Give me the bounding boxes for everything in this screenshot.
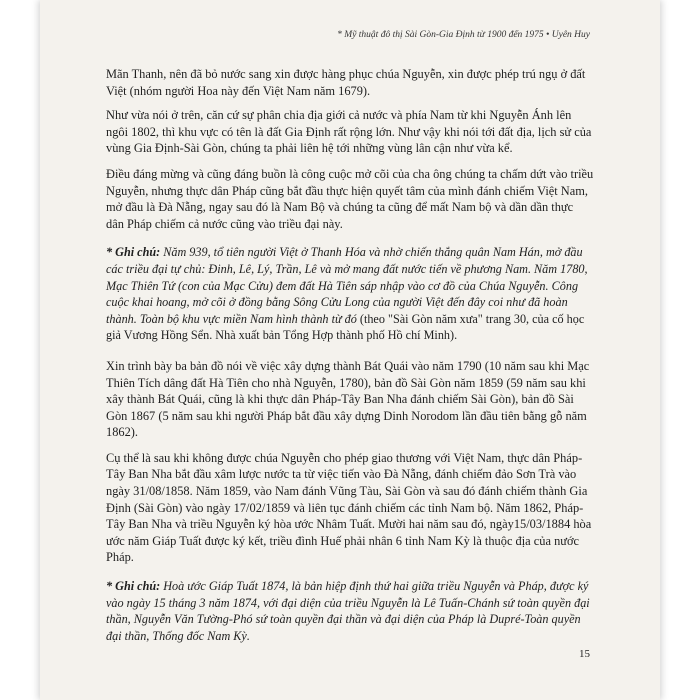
- footnote-2: [106, 578, 594, 644]
- footnote-label: * Ghi chú:: [106, 245, 161, 260]
- page-number: 15: [579, 648, 590, 660]
- footnote-italic-text: Năm 939, tổ tiên người Việt ở Thanh Hóa và nhờ chiến thắng quân Nam Hán, mở đầu các triều đại tự chủ: Đinh, Lê, Lý, Trần, Lê và mở mang đất nước tiến về phương Nam. Năm 1780, Mạc Thiên Tứ (con của Mạc Cửu) đem đất Hà Tiên sáp nhập vào cơ đồ của Chúa Nguyễn. Công cuộc khai hoang, mở cõi ở đồng bằng Sông Cửu Long của người Việt đến đây coi như đã hoàn thành. Toàn bộ khu vực miền Nam hình thành từ đó: [106, 245, 588, 326]
- footnote-source: (theo "Sài Gòn năm xưa" trang 30, của cố học giả Vương Hồng Sển. Nhà xuất bản Tổng Hợp thành phố Hồ chí Minh).: [106, 311, 585, 343]
- paragraph-2: Như vừa nói ở trên, căn cứ sự phân chia địa giới cả nước và phía Nam từ khi Nguyễn Ánh lên ngôi 1802, thì khu vực có tên là đất Gia Định rất rộng lớn. Như vậy khi nói tới đất địa, lịch sử của vùng Gia Định-Sài Gòn, chúng ta phải liên hệ tới những vùng lân cận như vừa kể.: [106, 108, 592, 156]
- paragraph-5: Cụ thể là sau khi không được chúa Nguyễn cho phép giao thương với Việt Nam, thực dân Pháp-Tây Ban Nha bắt đầu xâm lược nước ta từ việc tiến vào Đà Nẵng, đánh chiếm đảo Sơn Trà vào ngày 31/08/1858. Năm 1859, vào Nam đánh Vũng Tàu, Sài Gòn và sau đó đánh chiếm thành Gia Định (Sài Gòn) vào ngày 17/02/1859 và liên tục đánh chiếm các tỉnh Nam bộ. Năm 1862, Pháp-Tây Ban Nha và triều Nguyễn ký hòa ước Nhâm Tuất. Mười hai năm sau đó, ngày15/03/1884 hòa ước năm Giáp Tuất được ký kết, triều đình Huế phải nhân 6 tỉnh Nam Kỳ là thuộc địa của nước Pháp.: [106, 450, 592, 565]
- paragraph-1: Mãn Thanh, nên đã bỏ nước sang xin được hàng phục chúa Nguyễn, xin được phép trú ngụ ở đất Việt (nhóm người Hoa này đến Việt Nam năm 1679).: [106, 67, 586, 98]
- book-page: [40, 0, 660, 700]
- footnote-1: [106, 244, 594, 344]
- body-text: [106, 66, 594, 658]
- paragraph-4: Xin trình bày ba bản đồ nói về việc xây dựng thành Bát Quái vào năm 1790 (10 năm sau khi Mạc Thiên Tích dâng đất Hà Tiên cho nhà Nguyễn, 1780), bản đồ Sài Gòn năm 1859 (59 năm sau khi xây thành Bát Quái, cũng là khi thực dân Pháp-Tây Ban Nha đánh chiếm Sài Gòn), bản đồ Sài Gòn 1867 (5 năm sau khi người Pháp bắt đầu xây dựng Dinh Norodom lần đầu tiên bằng gỗ năm 1862).: [106, 358, 590, 440]
- paragraph-3: Điều đáng mừng và cũng đáng buồn là công cuộc mở cõi của cha ông chúng ta chấm dứt vào triều Nguyễn, nhưng thực dân Pháp cũng bắt đầu thực hiện quyết tâm của mình đánh chiếm Việt Nam, mở đầu là Đà Nẵng, ngay sau đó là Nam Bộ và chúng ta cũng để mất Nam bộ và dần dần thực dân Pháp chiếm cả nước cũng vào triều đại này.: [106, 166, 594, 231]
- footnote-italic-text: Hoà ước Giáp Tuất 1874, là bản hiệp định thứ hai giữa triều Nguyễn và Pháp, được ký vào ngày 15 tháng 3 năm 1874, với đại diện của triều Nguyễn là Lê Tuấn-Chánh sứ toàn quyền đại thần, Nguyễn Văn Tường-Phó sứ toàn quyền đại thần và đại diện của Pháp là Dupré-Toàn quyền đại thần, Thống đốc Nam Kỳ.: [106, 579, 590, 643]
- footnote-label: * Ghi chú:: [106, 579, 161, 594]
- running-header: * Mỹ thuật đô thị Sài Gòn-Gia Định từ 1900 đến 1975 • Uyên Huy: [337, 30, 590, 40]
